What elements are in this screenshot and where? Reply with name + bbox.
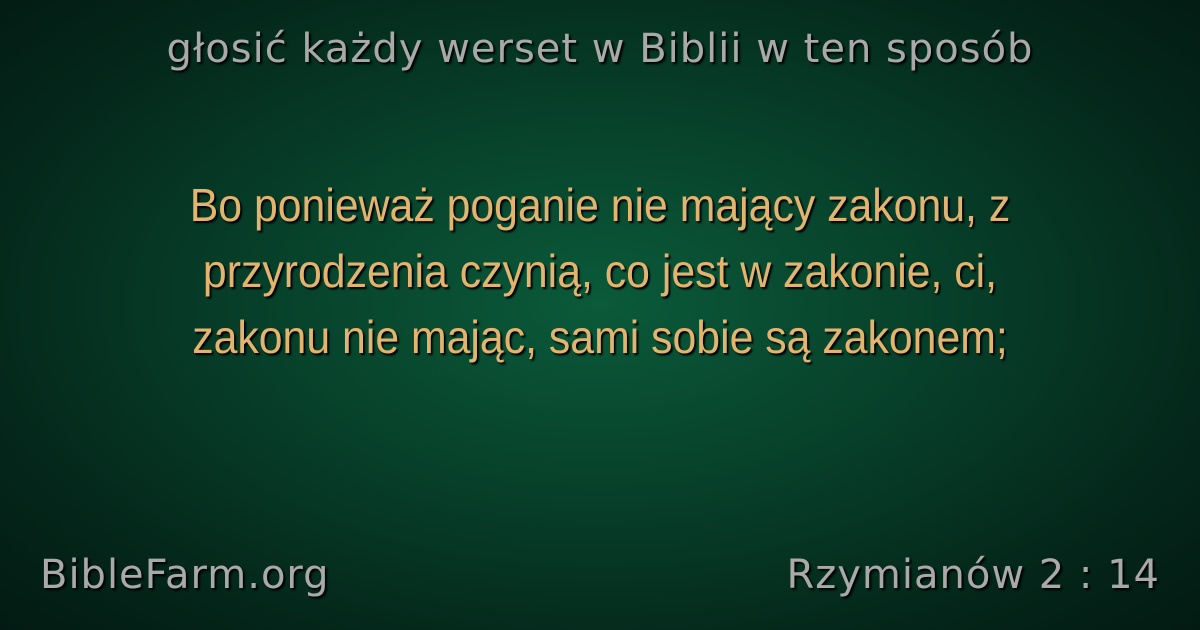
verse-text <box>79 172 1121 370</box>
site-name: BibleFarm.org <box>40 552 330 598</box>
verse-line: przyrodzenia czynią, co jest w zakonie, ci, <box>202 245 998 297</box>
verse-line: Bo ponieważ poganie nie mający zakonu, z <box>189 179 1011 231</box>
tagline: głosić każdy werset w Biblii w ten sposób <box>166 26 1034 72</box>
verse-line: zakonu nie mając, sami sobie są zakonem; <box>192 311 1008 363</box>
verse-reference: Rzymianów 2 : 14 <box>786 552 1160 598</box>
